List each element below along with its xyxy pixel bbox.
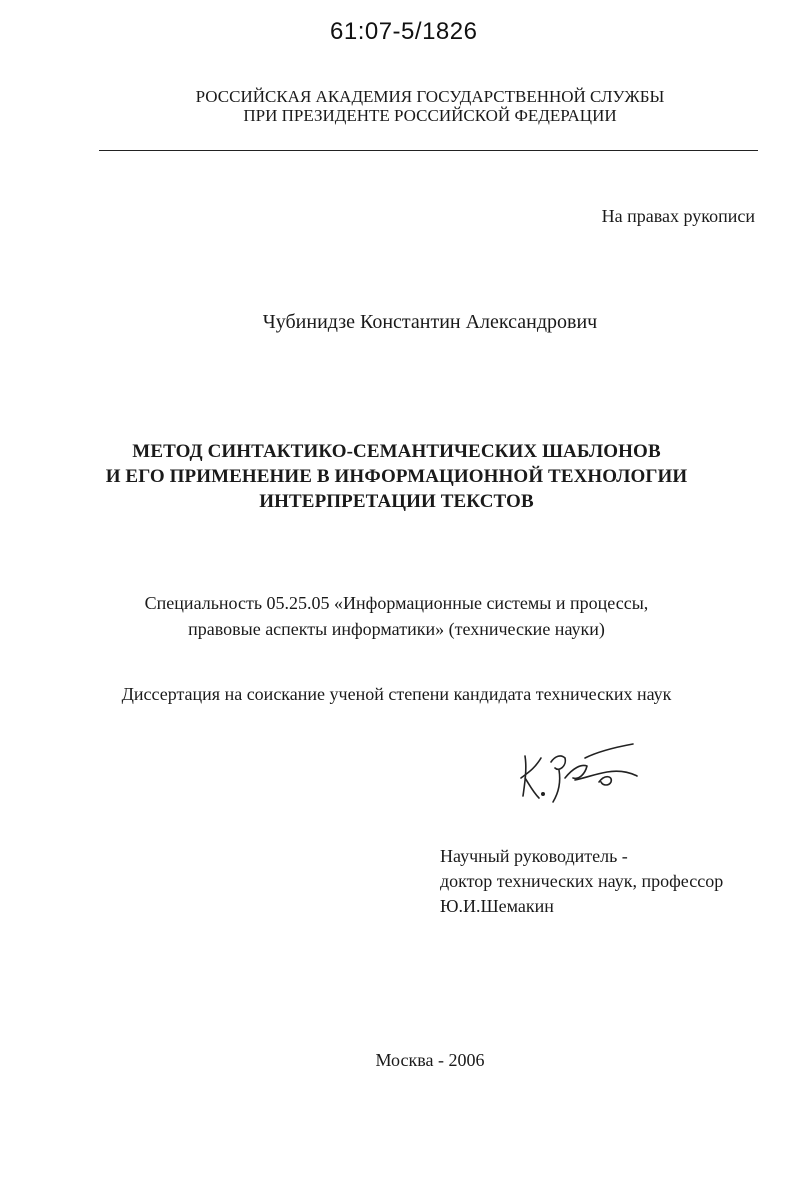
dissertation-title <box>0 439 793 514</box>
title-line: МЕТОД СИНТАКТИКО-СЕМАНТИЧЕСКИХ ШАБЛОНОВ <box>132 441 661 462</box>
institution-name <box>0 87 793 125</box>
supervisor-line: Научный руководитель - <box>440 846 628 866</box>
title-line: ИНТЕРПРЕТАЦИИ ТЕКСТОВ <box>259 491 534 512</box>
institution-line: ПРИ ПРЕЗИДЕНТЕ РОССИЙСКОЙ ФЕДЕРАЦИИ <box>243 106 617 125</box>
archive-code: 61:07-5/1826 <box>330 18 478 45</box>
specialty-line: правовые аспекты информатики» (технические науки) <box>188 619 605 639</box>
supervisor-line: доктор технических наук, профессор <box>440 871 724 891</box>
specialty <box>0 590 793 642</box>
rights-note: На правах рукописи <box>601 206 755 226</box>
supervisor-block <box>440 844 723 919</box>
author-signature <box>515 738 645 806</box>
supervisor-line: Ю.И.Шемакин <box>440 896 554 916</box>
header-divider <box>99 150 758 151</box>
institution-line: РОССИЙСКАЯ АКАДЕМИЯ ГОСУДАРСТВЕННОЙ СЛУЖБЫ <box>195 87 665 106</box>
title-line: И ЕГО ПРИМЕНЕНИЕ В ИНФОРМАЦИОННОЙ ТЕХНОЛОГИИ <box>105 466 688 487</box>
degree-statement: Диссертация на соискание ученой степени кандидата технических наук <box>121 684 672 704</box>
specialty-line: Специальность 05.25.05 «Информационные системы и процессы, <box>144 593 649 613</box>
author-name: Чубинидзе Константин Александрович <box>262 311 598 333</box>
place-and-year: Москва - 2006 <box>375 1050 485 1070</box>
